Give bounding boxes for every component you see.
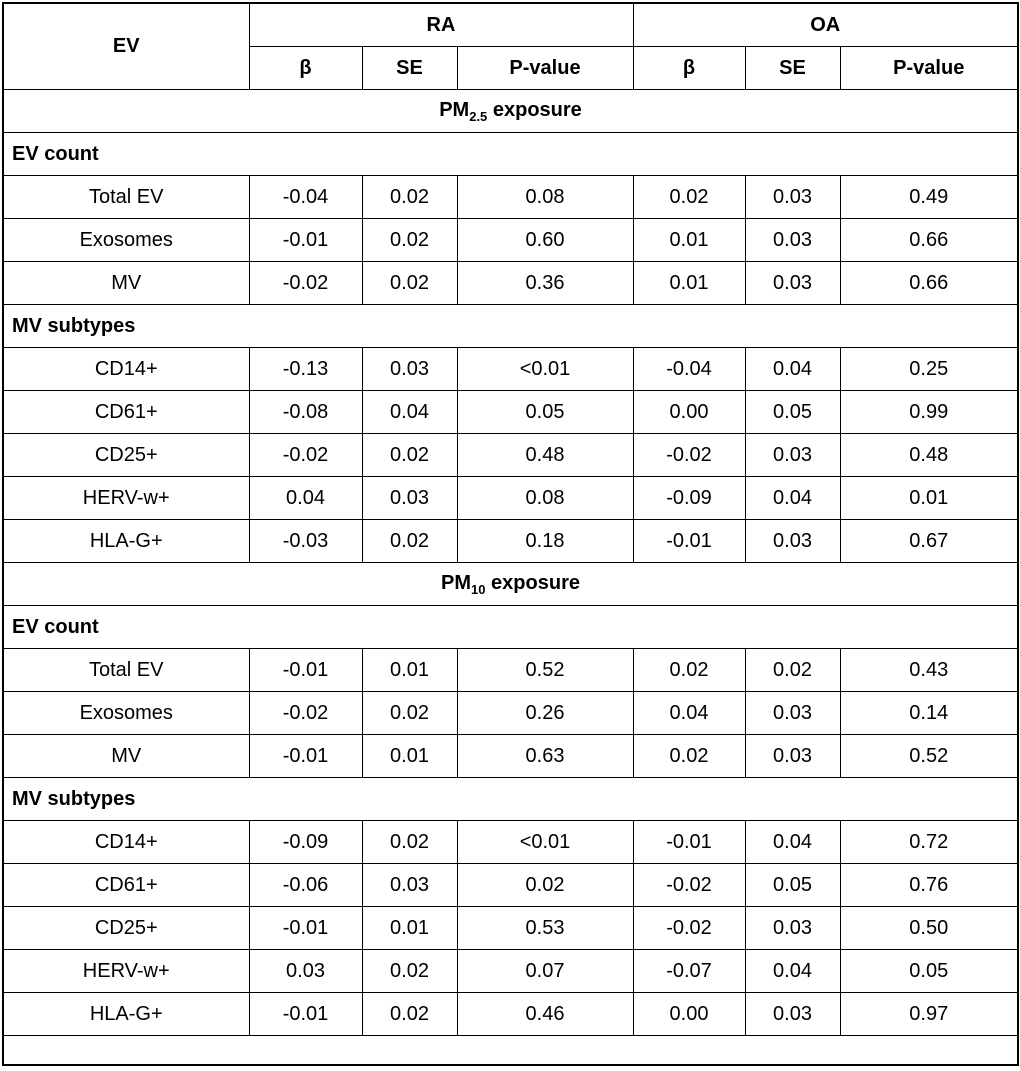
header-oa-pvalue: P-value (840, 47, 1018, 90)
section-header (3, 563, 1018, 606)
cell-oa-beta: 0.01 (633, 219, 745, 262)
cell-oa-se: 0.02 (745, 649, 840, 692)
cell-oa-p: 0.01 (840, 477, 1018, 520)
header-ev: EV (3, 3, 249, 90)
cell-ra-se: 0.02 (362, 176, 457, 219)
cell-oa-se: 0.03 (745, 907, 840, 950)
cell-oa-beta: -0.04 (633, 348, 745, 391)
cell-oa-se: 0.03 (745, 993, 840, 1036)
cell-ra-beta: -0.06 (249, 864, 362, 907)
cell-ra-beta: -0.01 (249, 907, 362, 950)
cell-oa-beta: -0.01 (633, 520, 745, 563)
cell-oa-beta: -0.02 (633, 864, 745, 907)
table-row (3, 993, 1018, 1036)
cell-ra-beta: -0.03 (249, 520, 362, 563)
cell-oa-p: 0.99 (840, 391, 1018, 434)
group-title: EV count (3, 606, 1018, 649)
cell-ra-p: 0.53 (457, 907, 633, 950)
cell-ev: HLA-G+ (3, 520, 249, 563)
cell-ra-se: 0.01 (362, 907, 457, 950)
cell-ev: CD61+ (3, 864, 249, 907)
section-title-prefix: PM (441, 571, 472, 594)
cell-ra-p: <0.01 (457, 348, 633, 391)
cell-ra-p: 0.08 (457, 176, 633, 219)
section-title-prefix: PM (439, 98, 470, 121)
cell-oa-se: 0.04 (745, 348, 840, 391)
cell-ev: Total EV (3, 649, 249, 692)
cell-oa-se: 0.03 (745, 735, 840, 778)
group-header (3, 133, 1018, 176)
cell-ra-se: 0.01 (362, 735, 457, 778)
cell-ra-se: 0.01 (362, 649, 457, 692)
cell-oa-beta: 0.02 (633, 176, 745, 219)
cell-ra-se: 0.02 (362, 262, 457, 305)
cell-ev: CD25+ (3, 907, 249, 950)
group-title: MV subtypes (3, 778, 1018, 821)
cell-oa-p: 0.66 (840, 219, 1018, 262)
cell-ra-beta: 0.04 (249, 477, 362, 520)
cell-ra-se: 0.02 (362, 993, 457, 1036)
cell-oa-p: 0.48 (840, 434, 1018, 477)
header-ra-pvalue: P-value (457, 47, 633, 90)
cell-ev: MV (3, 735, 249, 778)
table-row (3, 219, 1018, 262)
group-title: EV count (3, 133, 1018, 176)
cell-oa-p: 0.66 (840, 262, 1018, 305)
cell-oa-se: 0.03 (745, 434, 840, 477)
cell-ev: HERV-w+ (3, 477, 249, 520)
cell-ra-se: 0.03 (362, 477, 457, 520)
cell-ra-beta: 0.03 (249, 950, 362, 993)
cell-oa-beta: -0.01 (633, 821, 745, 864)
section-title (3, 90, 1018, 133)
header-oa: OA (633, 3, 1018, 47)
cell-ra-p: 0.60 (457, 219, 633, 262)
cell-oa-se: 0.04 (745, 477, 840, 520)
cell-ev: Exosomes (3, 219, 249, 262)
cell-ra-se: 0.04 (362, 391, 457, 434)
cell-ev: CD61+ (3, 391, 249, 434)
cell-ra-se: 0.02 (362, 950, 457, 993)
cell-oa-p: 0.97 (840, 993, 1018, 1036)
results-table (2, 2, 1019, 1066)
table-row (3, 262, 1018, 305)
cell-ra-se: 0.02 (362, 219, 457, 262)
cell-oa-p: 0.50 (840, 907, 1018, 950)
cell-ra-se: 0.02 (362, 692, 457, 735)
cell-ev: Total EV (3, 176, 249, 219)
cell-ra-beta: -0.01 (249, 993, 362, 1036)
header-oa-beta: β (633, 47, 745, 90)
cell-ra-se: 0.02 (362, 434, 457, 477)
cell-ra-se: 0.03 (362, 348, 457, 391)
cell-ra-beta: -0.01 (249, 219, 362, 262)
cell-ra-beta: -0.01 (249, 649, 362, 692)
table-footer-row (3, 1036, 1018, 1066)
header-ra: RA (249, 3, 633, 47)
table-row (3, 391, 1018, 434)
cell-oa-se: 0.03 (745, 219, 840, 262)
table-row (3, 520, 1018, 563)
cell-oa-p: 0.25 (840, 348, 1018, 391)
cell-oa-p: 0.67 (840, 520, 1018, 563)
table-row (3, 907, 1018, 950)
cell-ra-p: 0.26 (457, 692, 633, 735)
cell-ra-p: 0.48 (457, 434, 633, 477)
table-row (3, 176, 1018, 219)
cell-ev: CD25+ (3, 434, 249, 477)
group-header (3, 305, 1018, 348)
cell-ev: CD14+ (3, 821, 249, 864)
cell-oa-p: 0.52 (840, 735, 1018, 778)
group-header (3, 606, 1018, 649)
table-row (3, 821, 1018, 864)
cell-ra-beta: -0.01 (249, 735, 362, 778)
cell-ra-p: 0.08 (457, 477, 633, 520)
cell-ra-p: 0.07 (457, 950, 633, 993)
cell-oa-beta: 0.04 (633, 692, 745, 735)
cell-oa-beta: 0.00 (633, 993, 745, 1036)
table-body (3, 90, 1018, 1066)
cell-oa-p: 0.43 (840, 649, 1018, 692)
cell-ra-p: 0.36 (457, 262, 633, 305)
section-header (3, 90, 1018, 133)
section-title-subscript: 2.5 (469, 108, 488, 124)
cell-oa-beta: -0.02 (633, 907, 745, 950)
cell-ra-beta: -0.02 (249, 434, 362, 477)
cell-oa-p: 0.49 (840, 176, 1018, 219)
cell-oa-beta: 0.00 (633, 391, 745, 434)
cell-oa-se: 0.03 (745, 176, 840, 219)
section-title (3, 563, 1018, 606)
section-title-subscript: 10 (471, 581, 486, 597)
cell-ra-p: 0.46 (457, 993, 633, 1036)
cell-ev: CD14+ (3, 348, 249, 391)
section-title-suffix: exposure (487, 98, 582, 121)
cell-ra-se: 0.03 (362, 864, 457, 907)
cell-ra-beta: -0.04 (249, 176, 362, 219)
cell-oa-se: 0.05 (745, 391, 840, 434)
cell-ra-p: 0.05 (457, 391, 633, 434)
cell-ra-beta: -0.08 (249, 391, 362, 434)
cell-ra-se: 0.02 (362, 821, 457, 864)
cell-ra-beta: -0.02 (249, 692, 362, 735)
cell-oa-beta: 0.02 (633, 735, 745, 778)
cell-ev: Exosomes (3, 692, 249, 735)
cell-ra-p: <0.01 (457, 821, 633, 864)
cell-oa-se: 0.03 (745, 262, 840, 305)
group-header (3, 778, 1018, 821)
cell-oa-p: 0.76 (840, 864, 1018, 907)
header-oa-se: SE (745, 47, 840, 90)
cell-ev: HLA-G+ (3, 993, 249, 1036)
cell-oa-se: 0.03 (745, 692, 840, 735)
table-row (3, 692, 1018, 735)
cell-ra-p: 0.52 (457, 649, 633, 692)
table-row (3, 735, 1018, 778)
table-row (3, 950, 1018, 993)
cell-oa-beta: -0.09 (633, 477, 745, 520)
cell-ra-se: 0.02 (362, 520, 457, 563)
cell-ra-beta: -0.09 (249, 821, 362, 864)
cell-oa-beta: 0.01 (633, 262, 745, 305)
header-ra-beta: β (249, 47, 362, 90)
section-title-suffix: exposure (485, 571, 580, 594)
table-row (3, 348, 1018, 391)
cell-ra-beta: -0.13 (249, 348, 362, 391)
table-row (3, 649, 1018, 692)
cell-ev: HERV-w+ (3, 950, 249, 993)
cell-oa-beta: -0.07 (633, 950, 745, 993)
cell-oa-se: 0.03 (745, 520, 840, 563)
cell-ev: MV (3, 262, 249, 305)
table-row (3, 434, 1018, 477)
cell-oa-p: 0.14 (840, 692, 1018, 735)
header-ra-se: SE (362, 47, 457, 90)
cell-oa-se: 0.05 (745, 864, 840, 907)
cell-oa-beta: -0.02 (633, 434, 745, 477)
cell-ra-p: 0.18 (457, 520, 633, 563)
cell-ra-beta: -0.02 (249, 262, 362, 305)
cell-oa-beta: 0.02 (633, 649, 745, 692)
cell-ra-p: 0.63 (457, 735, 633, 778)
group-title: MV subtypes (3, 305, 1018, 348)
cell-oa-se: 0.04 (745, 950, 840, 993)
table-footer-cell (3, 1036, 1018, 1066)
table-row (3, 864, 1018, 907)
cell-ra-p: 0.02 (457, 864, 633, 907)
cell-oa-p: 0.72 (840, 821, 1018, 864)
cell-oa-p: 0.05 (840, 950, 1018, 993)
table-row (3, 477, 1018, 520)
cell-oa-se: 0.04 (745, 821, 840, 864)
